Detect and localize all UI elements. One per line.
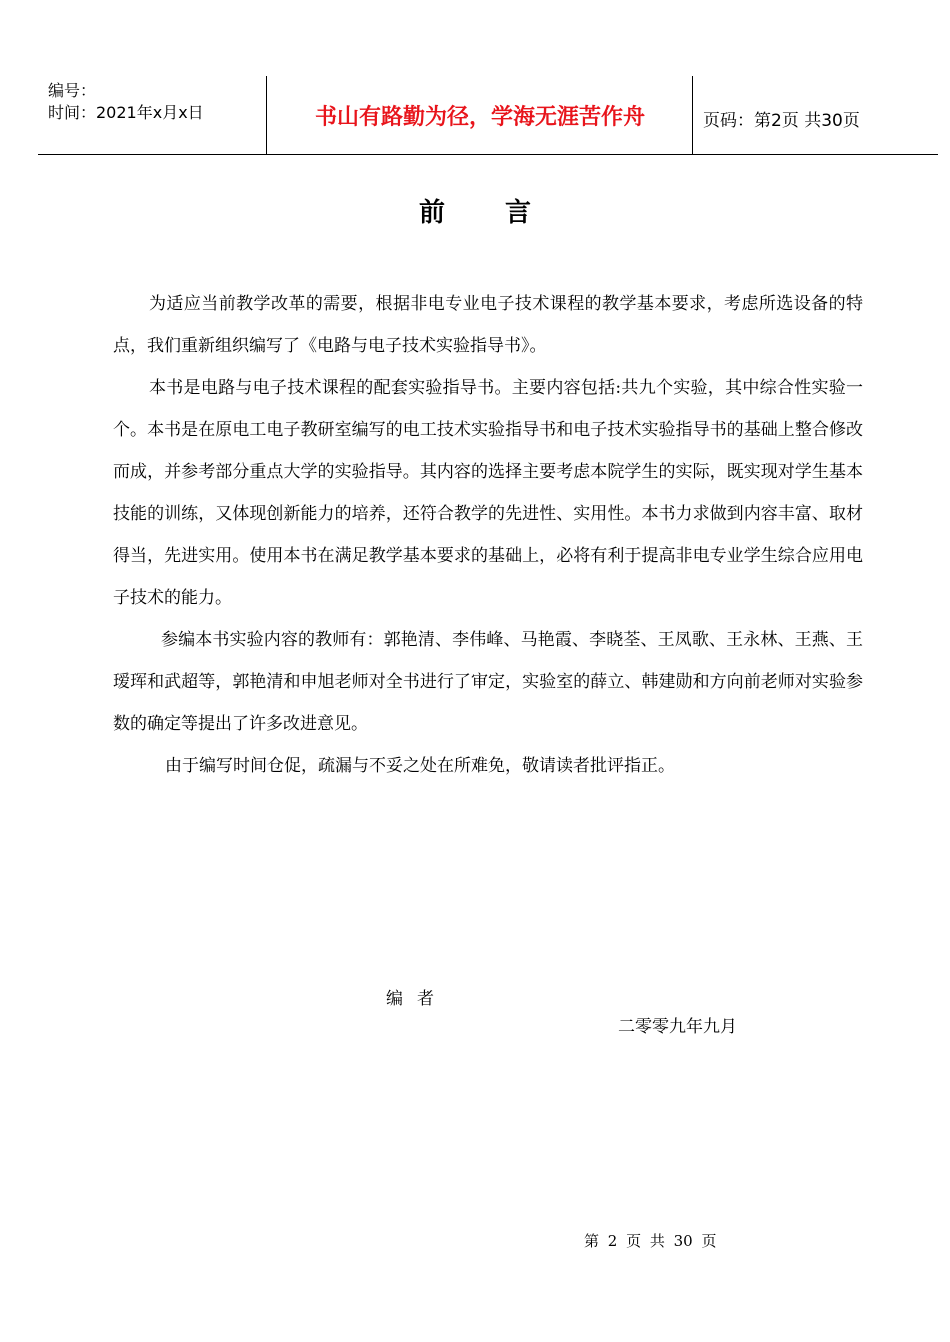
signature-editor: 编者 [386, 989, 448, 1009]
header-divider-left [266, 76, 267, 154]
signature-date: 二零零九年九月 [618, 1017, 737, 1037]
document-code-label: 编号： [48, 81, 97, 100]
paragraph-1: 为适应当前教学改革的需要，根据非电专业电子技术课程的教学基本要求，考虑所选设备的特点，我们重新组织编写了《电路与电子技术实验指导书》。 [113, 294, 863, 356]
document-time: 时间：2021年x月x日 [48, 103, 204, 122]
header-divider-right [692, 76, 693, 154]
page-title: 前言 [418, 198, 591, 228]
paragraph-2: 本书是电路与电子技术课程的配套实验指导书。主要内容包括:共九个实验，其中综合性实验一个。本书是在原电工电子教研室编写的电工技术实验指导书和电子技术实验指导书的基础上整合修改而成，并参考部分重点大学的实验指导。其内容的选择主要考虑本院学生的实际，既实现对学生基本技能的训练，又体现创新能力的培养，还符合教学的先进性、实用性。本书力求做到内容丰富、取材得当，先进实用。使用本书在满足教学基本要求的基础上，必将有利于提高非电专业学生综合应用电子技术的能力。 [113, 378, 863, 608]
header-motto: 书山有路勤为径，学海无涯苦作舟 [314, 105, 645, 130]
preface-body [113, 283, 863, 787]
header-meta [48, 80, 204, 124]
paragraph-3: 参编本书实验内容的教师有：郭艳清、李伟峰、马艳霞、李晓荃、王凤歌、王永林、王燕、王瑷珲和武超等，郭艳清和申旭老师对全书进行了审定，实验室的薛立、韩建勋和方向前老师对实验参数的确定等提出了许多改进意见。 [113, 630, 863, 734]
header-page-info: 页码：第2页 共30页 [703, 111, 860, 131]
page-header [38, 76, 938, 155]
paragraph-4: 由于编写时间仓促，疏漏与不妥之处在所难免，敬请读者批评指正。 [165, 756, 675, 776]
page-footer: 第 2 页 共 30 页 [584, 1232, 717, 1250]
